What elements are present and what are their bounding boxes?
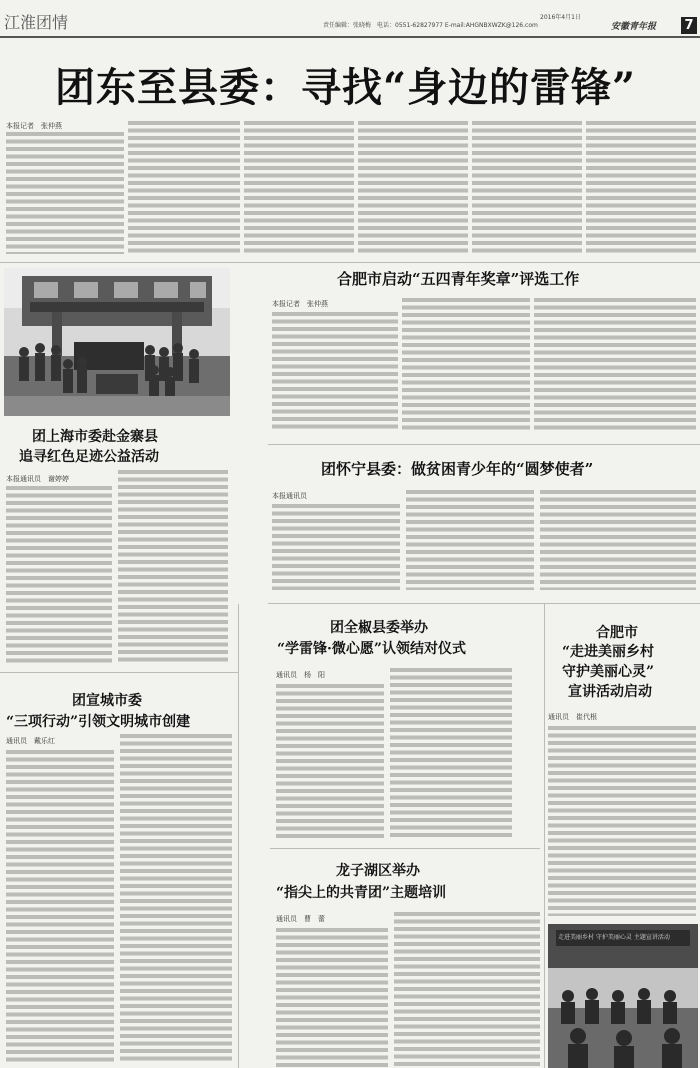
editor-contact: 责任编辑：张晓梅 电话：0551-62827977 E-mail:AHGNBXWZK@126.com — [323, 22, 538, 29]
lead-headline: 团东至县委：寻找“身边的雷锋” — [55, 64, 637, 111]
article-title-meili-xiangcun-line2: “走进美丽乡村 — [562, 644, 655, 660]
article-byline-longzihu: 通讯员 曹 蕾 — [276, 915, 325, 923]
article-title-meili-xiangcun-line4: 宣讲活动启动 — [568, 684, 652, 700]
article-byline-huaining: 本报通讯员 — [272, 492, 307, 500]
article-title-meili-xiangcun: 合肥市 — [596, 625, 638, 641]
article-byline-xuancheng: 通讯员 戴乐红 — [6, 737, 55, 745]
issue-date: 2016年4月1日 — [540, 14, 581, 21]
page-number: 7 — [681, 17, 697, 34]
group-photo-jinzhai — [4, 268, 230, 416]
article-title-xuancheng: 团宣城市委 — [72, 693, 142, 709]
article-title-hefei-wusi: 合肥市启动“五四青年奖章”评选工作 — [337, 270, 580, 288]
article-byline-hefei-wusi: 本报记者 张仲燕 — [272, 300, 328, 308]
article-title-quanjiao: 团全椒县委举办 — [330, 620, 428, 636]
lecture-photo — [548, 924, 698, 1068]
article-title-shanghai-line2: 追寻红色足迹公益活动 — [19, 449, 159, 465]
section-label: 江淮团情 — [4, 13, 69, 32]
newspaper-masthead: 安徽青年报 — [611, 22, 657, 32]
article-title-longzihu: 龙子湖区举办 — [336, 863, 420, 879]
article-byline-quanjiao: 通讯员 杨 阳 — [276, 671, 325, 679]
article-title-huaining: 团怀宁县委：做贫困青少年的“圆梦使者” — [321, 460, 594, 478]
article-title-longzihu-line2: “指尖上的共青团”主题培训 — [276, 885, 447, 901]
article-title-quanjiao-line2: “学雷锋·微心愿”认领结对仪式 — [277, 641, 466, 657]
article-byline-meili-xiangcun: 通讯员 崔代根 — [548, 713, 597, 721]
lead-byline: 本报记者 张仲燕 — [6, 122, 62, 130]
article-title-xuancheng-line2: “三项行动”引领文明城市创建 — [6, 714, 191, 730]
article-title-meili-xiangcun-line3: 守护美丽心灵” — [562, 664, 655, 680]
article-title-shanghai: 团上海市委赴金寨县 — [32, 429, 158, 445]
article-byline-shanghai: 本报通讯员 谢婷婷 — [6, 475, 69, 483]
photo-banner-text: 走进美丽乡村 守护美丽心灵 主题宣讲活动 — [558, 934, 670, 941]
